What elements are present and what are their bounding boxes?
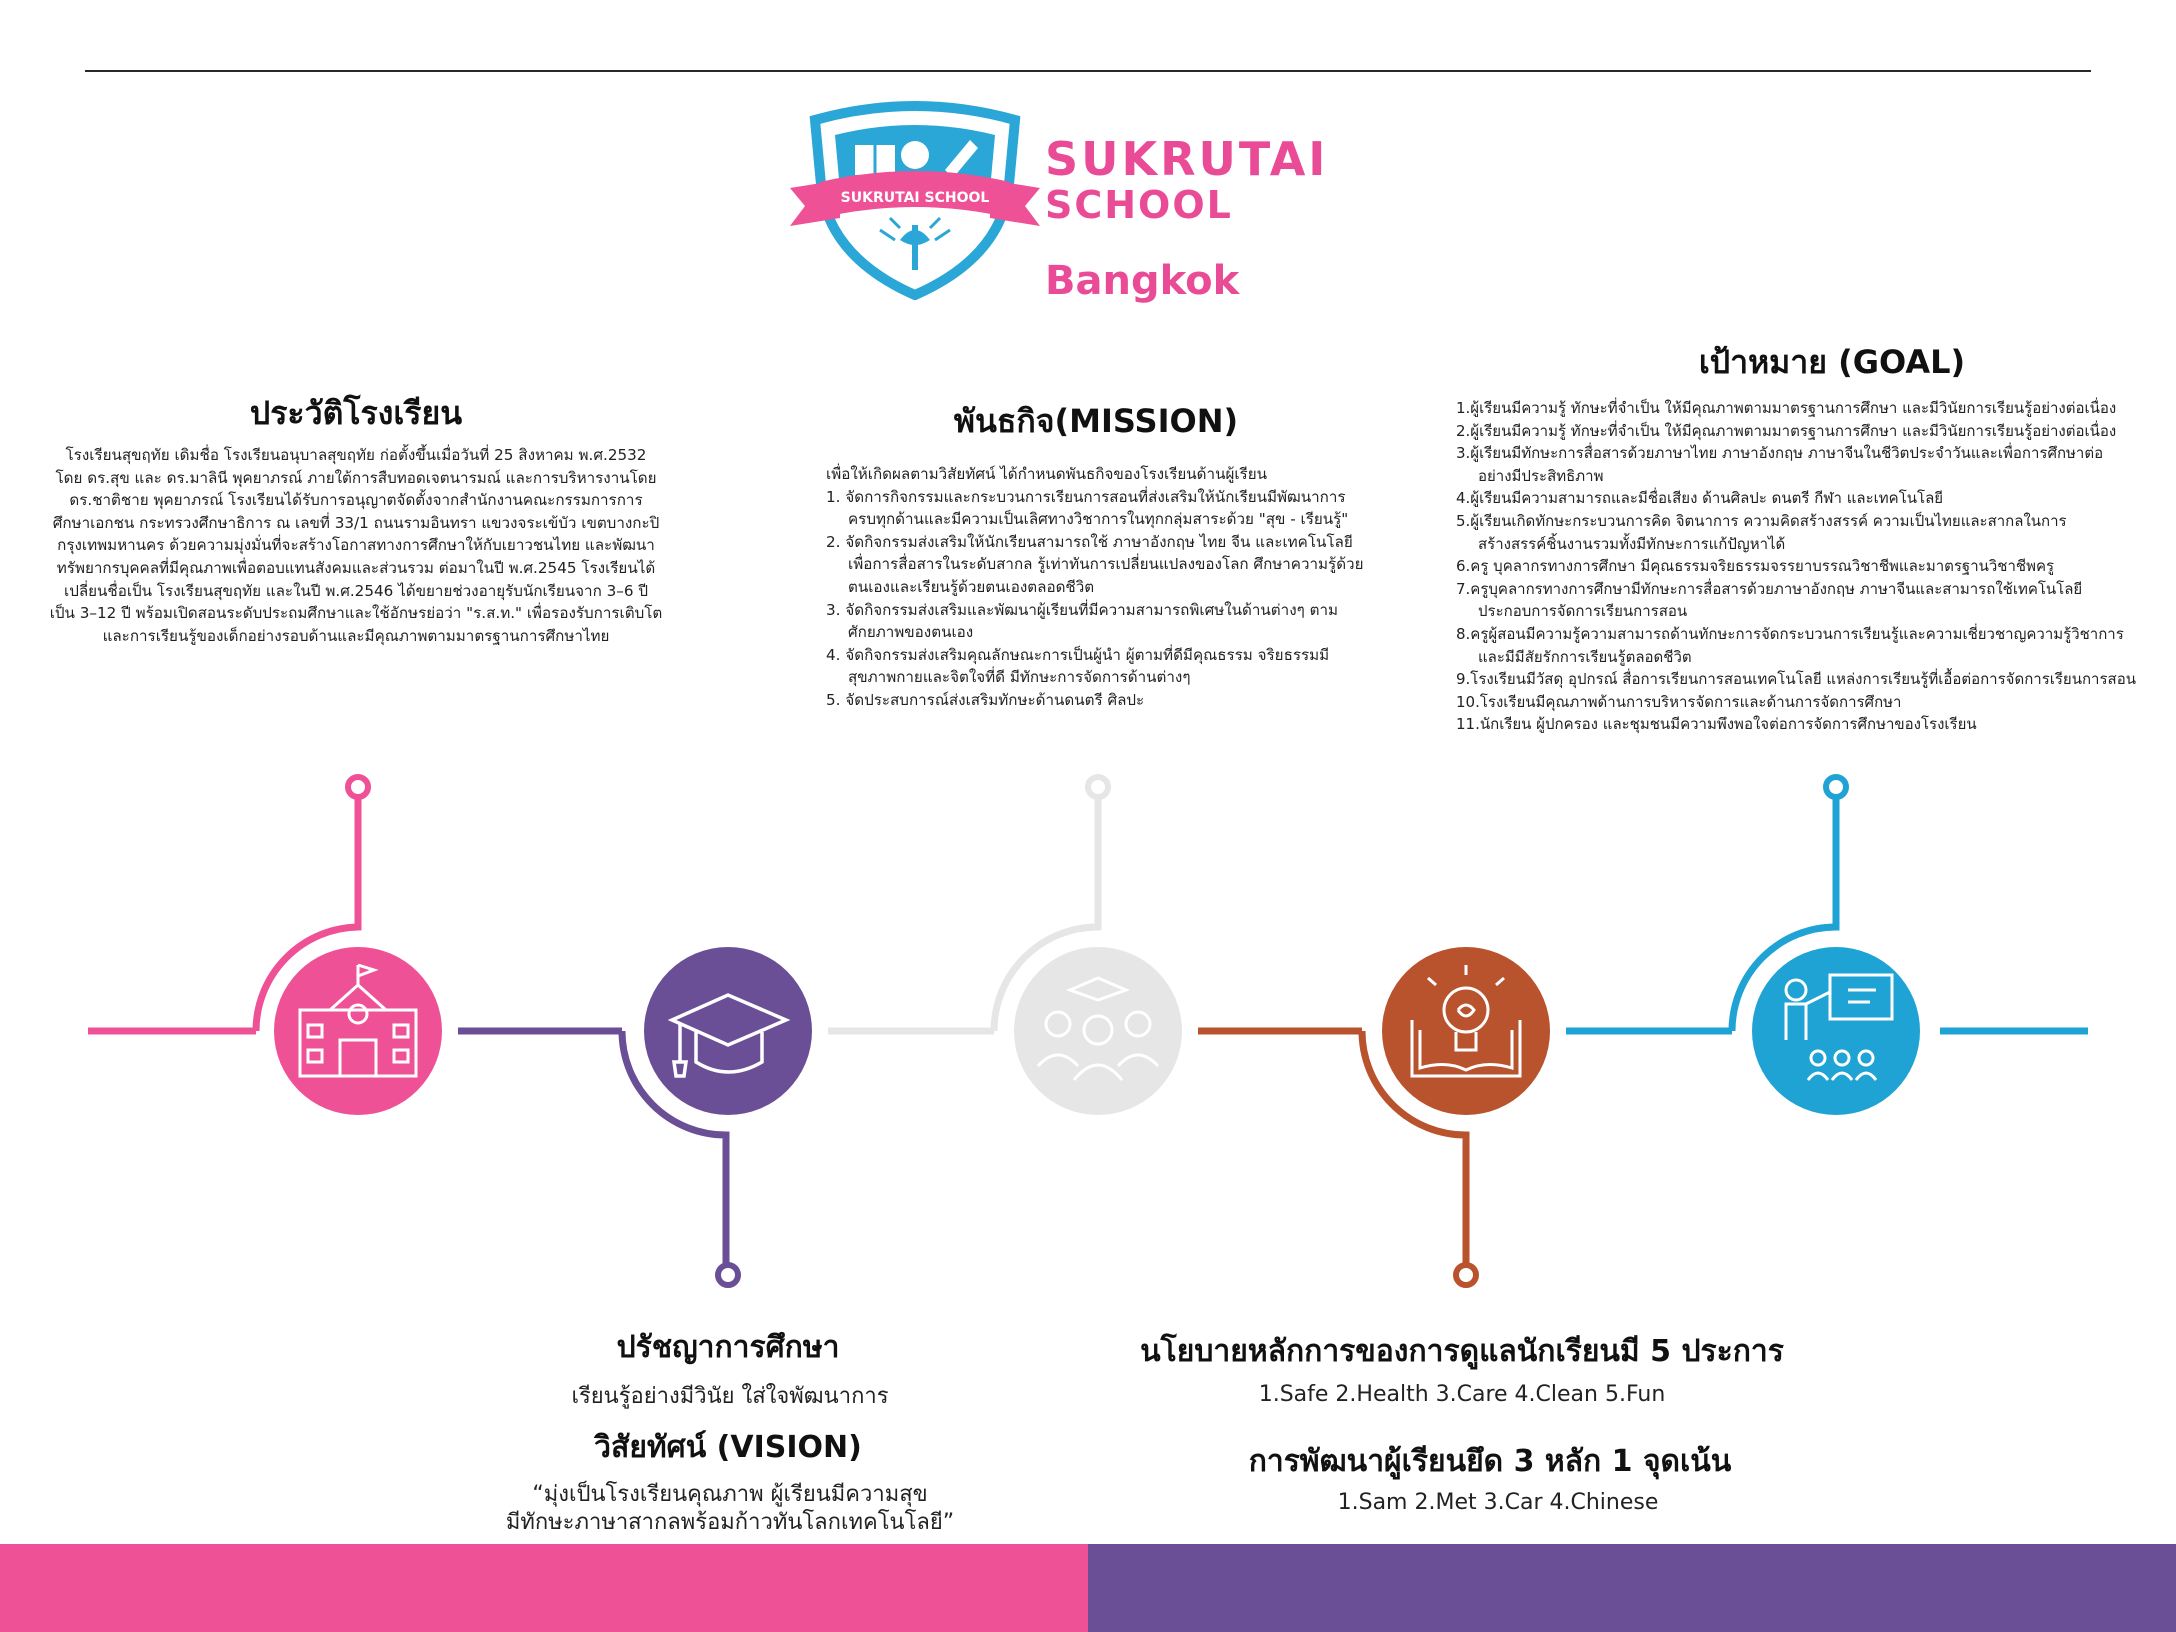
mission-item-cont: ครบทุกด้านและมีความเป็นเลิศทางวิชาการในทุกกลุ่มสาระด้วย "สุข - เรียนรู้" bbox=[848, 510, 1349, 529]
footer-bar-purple bbox=[1088, 1544, 2176, 1632]
history-line: กรุงเทพมหานคร ด้วยความมุ่งมั่นที่จะสร้างโอกาสทางการศึกษาให้กับเยาวชนไทย และพัฒนา bbox=[57, 536, 655, 555]
brand-city: Bangkok bbox=[1045, 258, 1240, 304]
history-line: เปลี่ยนชื่อเป็น โรงเรียนสุขฤทัย และในปี พ.ศ.2546 ได้ขยายช่วงอายุรับนักเรียนจาก 3–6 ปี bbox=[64, 581, 648, 600]
mission-item: 4. จัดกิจกรรมส่งเสริมคุณลักษณะการเป็นผู้นำ ผู้ตามที่ดีมีคุณธรรม จริยธรรมมี bbox=[826, 645, 1330, 664]
goal-item: 11.นักเรียน ผู้ปกครอง และชุมชนมีความพึงพอใจต่อการจัดการศึกษาของโรงเรียน bbox=[1456, 715, 1977, 734]
mission-item: 2. จัดกิจกรรมส่งเสริมให้นักเรียนสามารถใช้ ภาษาอังกฤษ ไทย จีน และเทคโนโลยี bbox=[826, 532, 1353, 551]
goal-item-cont: และมีมีสัยรักการเรียนรู้ตลอดชีวิต bbox=[1478, 647, 1692, 666]
goal-item: 1.ผู้เรียนมีความรู้ ทักษะที่จำเป็น ให้มีคุณภาพตามมาตรฐานการศึกษา และมีวินัยการเรียนรู้อย่างต่อเนื่อง bbox=[1456, 399, 2117, 417]
brand-name-line2: SCHOOL bbox=[1045, 183, 1233, 227]
history-line: ดร.ชาติชาย พุคยาภรณ์ โรงเรียนได้รับการอนุญาตจัดตั้งจากสำนักงานคณะกรรมการการ bbox=[69, 491, 643, 510]
goal-item-cont: อย่างมีประสิทธิภาพ bbox=[1478, 466, 1604, 485]
history-line: ศึกษาเอกชน กระทรวงศึกษาธิการ ณ เลขที่ 33/1 ถนนรามอินทรา แขวงจระเข้บัว เขตบางกะปิ bbox=[52, 513, 660, 532]
mission-item: 1. จัดการกิจกรรมและกระบวนการเรียนการสอนที่ส่งเสริมให้นักเรียนมีพัฒนาการ bbox=[826, 487, 1346, 506]
goal-item: 3.ผู้เรียนมีทักษะการสื่อสารด้วยภาษาไทย ภาษาอังกฤษ ภาษาจีนในชีวิตประจำวันและเพื่อการศึกษาต่อ bbox=[1456, 444, 2104, 463]
goal-item-cont: สร้างสรรค์ชิ้นงานรวมทั้งมีทักษะการแก้ปัญหาได้ bbox=[1478, 534, 1786, 553]
goal-item: 2.ผู้เรียนมีความรู้ ทักษะที่จำเป็น ให้มีคุณภาพตามมาตรฐานการศึกษา และมีวินัยการเรียนรู้อย่างต่อเนื่อง bbox=[1456, 421, 2117, 440]
mission-item-cont: ตนเองและเรียนรู้ด้วยตนเองตลอดชีวิต bbox=[848, 577, 1095, 596]
history-line: โดย ดร.สุข และ ดร.มาลินี พุคยาภรณ์ ภายใต้การสืบทอดเจตนารมณ์ และการบริหารงานโดย bbox=[55, 468, 657, 487]
goal-item: 5.ผู้เรียนเกิดทักษะกระบวนการคิด จิตนาการ ความคิดสร้างสรรค์ ความเป็นไทยและสากลในการ bbox=[1456, 511, 2067, 530]
mission-item-cont: สุขภาพกายและจิตใจที่ดี มีทักษะการจัดการด้านต่างๆ bbox=[848, 668, 1191, 687]
history-line: และการเรียนรู้ของเด็กอย่างรอบด้านและมีคุณภาพตามมาตรฐานการศึกษาไทย bbox=[102, 626, 610, 645]
mission-item-cont: ศักยภาพของตนเอง bbox=[848, 623, 974, 642]
goal-item: 10.โรงเรียนมีคุณภาพด้านการบริหารจัดการและด้านการจัดการศึกษา bbox=[1456, 692, 1902, 711]
goal-item: 8.ครูผู้สอนมีความรู้ความสามารถด้านทักษะการจัดกระบวนการเรียนรู้และความเชี่ยวชาญความรู้วิชาการ bbox=[1456, 624, 2124, 643]
mission-item: 5. จัดประสบการณ์ส่งเสริมทักษะด้านดนตรี ศิลปะ bbox=[826, 690, 1145, 709]
logo-badge-text: SUKRUTAI SCHOOL bbox=[840, 190, 990, 206]
history-line: ทรัพยากรบุคคลที่มีคุณภาพเพื่อตอบแทนสังคมและส่วนรวม ต่อมาในปี พ.ศ.2545 โรงเรียนได้ bbox=[56, 558, 656, 577]
footer-bar-pink bbox=[0, 1544, 1088, 1632]
goal-item: 4.ผู้เรียนมีความสามารถและมีชื่อเสียง ด้านศิลปะ ดนตรี กีฬา และเทคโนโลยี bbox=[1456, 489, 1944, 508]
goal-item-cont: ประกอบการจัดการเรียนการสอน bbox=[1478, 602, 1688, 621]
history-line: โรงเรียนสุขฤทัย เดิมชื่อ โรงเรียนอนุบาลสุขฤทัย ก่อตั้งขึ้นเมื่อวันที่ 25 สิงหาคม พ.ศ.2532 bbox=[65, 446, 647, 464]
mission-item: 3. จัดกิจกรรมส่งเสริมและพัฒนาผู้เรียนที่มีความสามารถพิเศษในด้านต่างๆ ตาม bbox=[826, 600, 1338, 619]
history-line: เป็น 3–12 ปี พร้อมเปิดสอนระดับประถมศึกษาและใช้อักษรย่อว่า "ร.ส.ท." เพื่อรองรับการเติบโต bbox=[49, 604, 663, 623]
brand-name-line1: SUKRUTAI bbox=[1045, 132, 1329, 186]
goal-item: 9.โรงเรียนมีวัสดุ อุปกรณ์ สื่อการเรียนการสอนเทคโนโลยี แหล่งการเรียนรู้ที่เอื้อต่อการจัดการเรียนการสอน bbox=[1456, 670, 2136, 689]
mission-item-cont: เพื่อการสื่อสารในระดับสากล รู้เท่าทันการเปลี่ยนแปลงของโลก ศึกษาความรู้ด้วย bbox=[848, 555, 1364, 574]
goal-item: 7.ครูบุคลากรทางการศึกษามีทักษะการสื่อสารด้วยภาษาอังกฤษ ภาษาจีนและสามารถใช้เทคโนโลยี bbox=[1456, 579, 2083, 598]
mission-intro: เพื่อให้เกิดผลตามวิสัยทัศน์ ได้กำหนดพันธกิจของโรงเรียนด้านผู้เรียน bbox=[826, 465, 1267, 483]
goal-item: 6.ครู บุคลากรทางการศึกษา มีคุณธรรมจริยธรรมจรรยาบรรณวิชาชีพและมาตรฐานวิชาชีพครู bbox=[1456, 557, 2055, 576]
